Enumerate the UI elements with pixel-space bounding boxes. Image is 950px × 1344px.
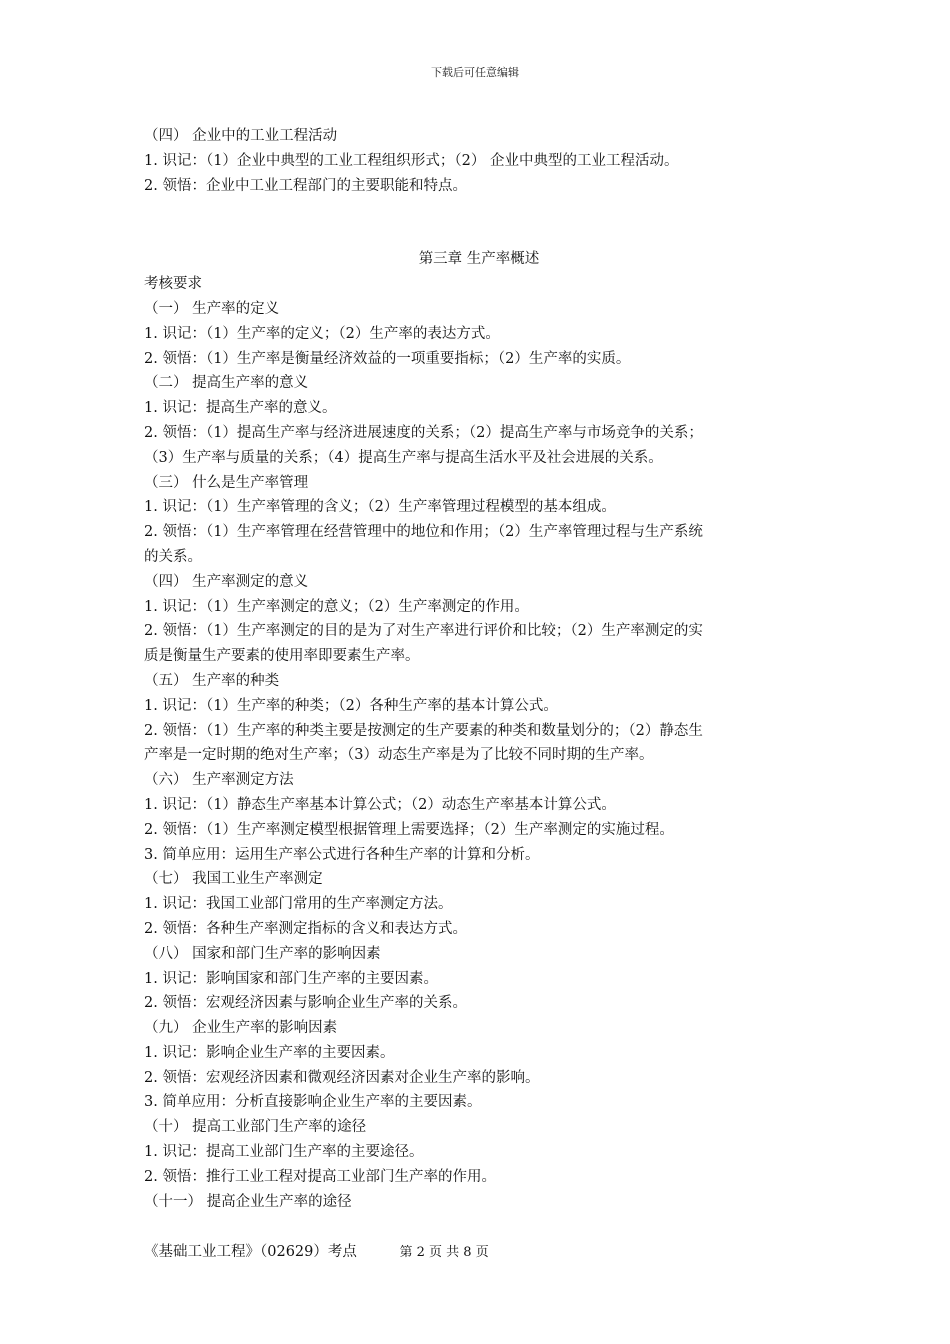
body-lines <box>144 272 814 1214</box>
text-line: 1. 识记：提高工业部门生产率的主要途径。 <box>144 1144 424 1161</box>
text-line: （三） 什么是生产率管理 <box>144 474 309 491</box>
text-line: 2. 领悟：宏观经济因素与影响企业生产率的关系。 <box>144 995 467 1012</box>
text-line: 2. 领悟：宏观经济因素和微观经济因素对企业生产率的影响。 <box>144 1069 540 1086</box>
text-line: （十） 提高工业部门生产率的途径 <box>144 1119 367 1136</box>
text-line: 2. 领悟：（1）生产率测定的目的是为了对生产率进行评价和比较；（2）生产率测定的实 <box>144 623 703 640</box>
text-line: 2. 领悟：（1）生产率是衡量经济效益的一项重要指标；（2）生产率的实质。 <box>144 350 631 367</box>
text-line: 1. 识记：提高生产率的意义。 <box>144 400 337 417</box>
text-line: （六） 生产率测定方法 <box>144 772 294 789</box>
text-line: （九） 企业生产率的影响因素 <box>144 1020 338 1037</box>
text-line: 1. 识记：（1）企业中典型的工业工程组织形式；（2） 企业中典型的工业工程活动。 <box>144 152 679 169</box>
text-line: （十一） 提高企业生产率的途径 <box>144 1193 352 1210</box>
text-line: 1. 识记：（1）生产率的定义；（2）生产率的表达方式。 <box>144 325 500 342</box>
text-line: 产率是一定时期的绝对生产率；（3）动态生产率是为了比较不同时期的生产率。 <box>144 747 654 764</box>
header-note: 下载后可任意编辑 <box>431 66 519 79</box>
document-body <box>144 124 814 1214</box>
text-line: 考核要求 <box>144 276 202 293</box>
text-line: （四） 生产率测定的意义 <box>144 573 309 590</box>
text-line: （一） 生产率的定义 <box>144 300 280 317</box>
text-line: 1. 识记：（1）生产率测定的意义；（2）生产率测定的作用。 <box>144 598 529 615</box>
chapter-title: 第三章 生产率概述 <box>418 251 540 268</box>
text-line: （七） 我国工业生产率测定 <box>144 871 323 888</box>
text-line: （五） 生产率的种类 <box>144 672 280 689</box>
text-line: 1. 识记：影响企业生产率的主要因素。 <box>144 1044 395 1061</box>
text-line: （3）生产率与质量的关系；（4）提高生产率与提高生活水平及社会进展的关系。 <box>144 449 663 466</box>
text-line: 2. 领悟：（1）生产率管理在经营管理中的地位和作用；（2）生产率管理过程与生产系统 <box>144 524 703 541</box>
text-line: 2. 领悟：（1）生产率的种类主要是按测定的生产要素的种类和数量划分的；（2）静态生 <box>144 722 703 739</box>
text-line: 1. 识记：影响国家和部门生产率的主要因素。 <box>144 970 438 987</box>
text-line: （四） 企业中的工业工程活动 <box>144 128 338 144</box>
footer-page-number: 第 2 页 共 8 页 <box>399 1245 489 1260</box>
text-line: 的关系。 <box>144 548 202 565</box>
text-line: 3. 简单应用：分析直接影响企业生产率的主要因素。 <box>144 1094 482 1111</box>
section-gap <box>144 198 814 247</box>
text-line: 1. 识记：（1）生产率管理的含义；（2）生产率管理过程模型的基本组成。 <box>144 499 616 516</box>
text-line: 2. 领悟：各种生产率测定指标的含义和表达方式。 <box>144 920 467 937</box>
text-line: 质是衡量生产要素的使用率即要素生产率。 <box>144 648 420 665</box>
text-line: 2. 领悟：（1）提高生产率与经济进展速度的关系；（2）提高生产率与市场竞争的关系； <box>144 424 703 441</box>
text-line: 2. 领悟：推行工业工程对提高工业部门生产率的作用。 <box>144 1168 496 1185</box>
text-line: 1. 识记：（1）静态生产率基本计算公式；（2）动态生产率基本计算公式。 <box>144 796 616 813</box>
text-line: 1. 识记：（1）生产率的种类；（2）各种生产率的基本计算公式。 <box>144 697 558 714</box>
text-line: 2. 领悟：（1）生产率测定模型根据管理上需要选择；（2）生产率测定的实施过程。 <box>144 821 674 838</box>
text-line: （二） 提高生产率的意义 <box>144 375 309 392</box>
page-footer <box>144 1242 814 1263</box>
text-line: 3. 简单应用：运用生产率公式进行各种生产率的计算和分析。 <box>144 846 540 863</box>
footer-doc-title: 《基础工业工程》（02629）考点 <box>144 1244 357 1260</box>
text-line: （八） 国家和部门生产率的影响因素 <box>144 945 381 962</box>
text-line: 1. 识记：我国工业部门常用的生产率测定方法。 <box>144 896 453 913</box>
text-line: 2. 领悟：企业中工业工程部门的主要职能和特点。 <box>144 177 467 194</box>
